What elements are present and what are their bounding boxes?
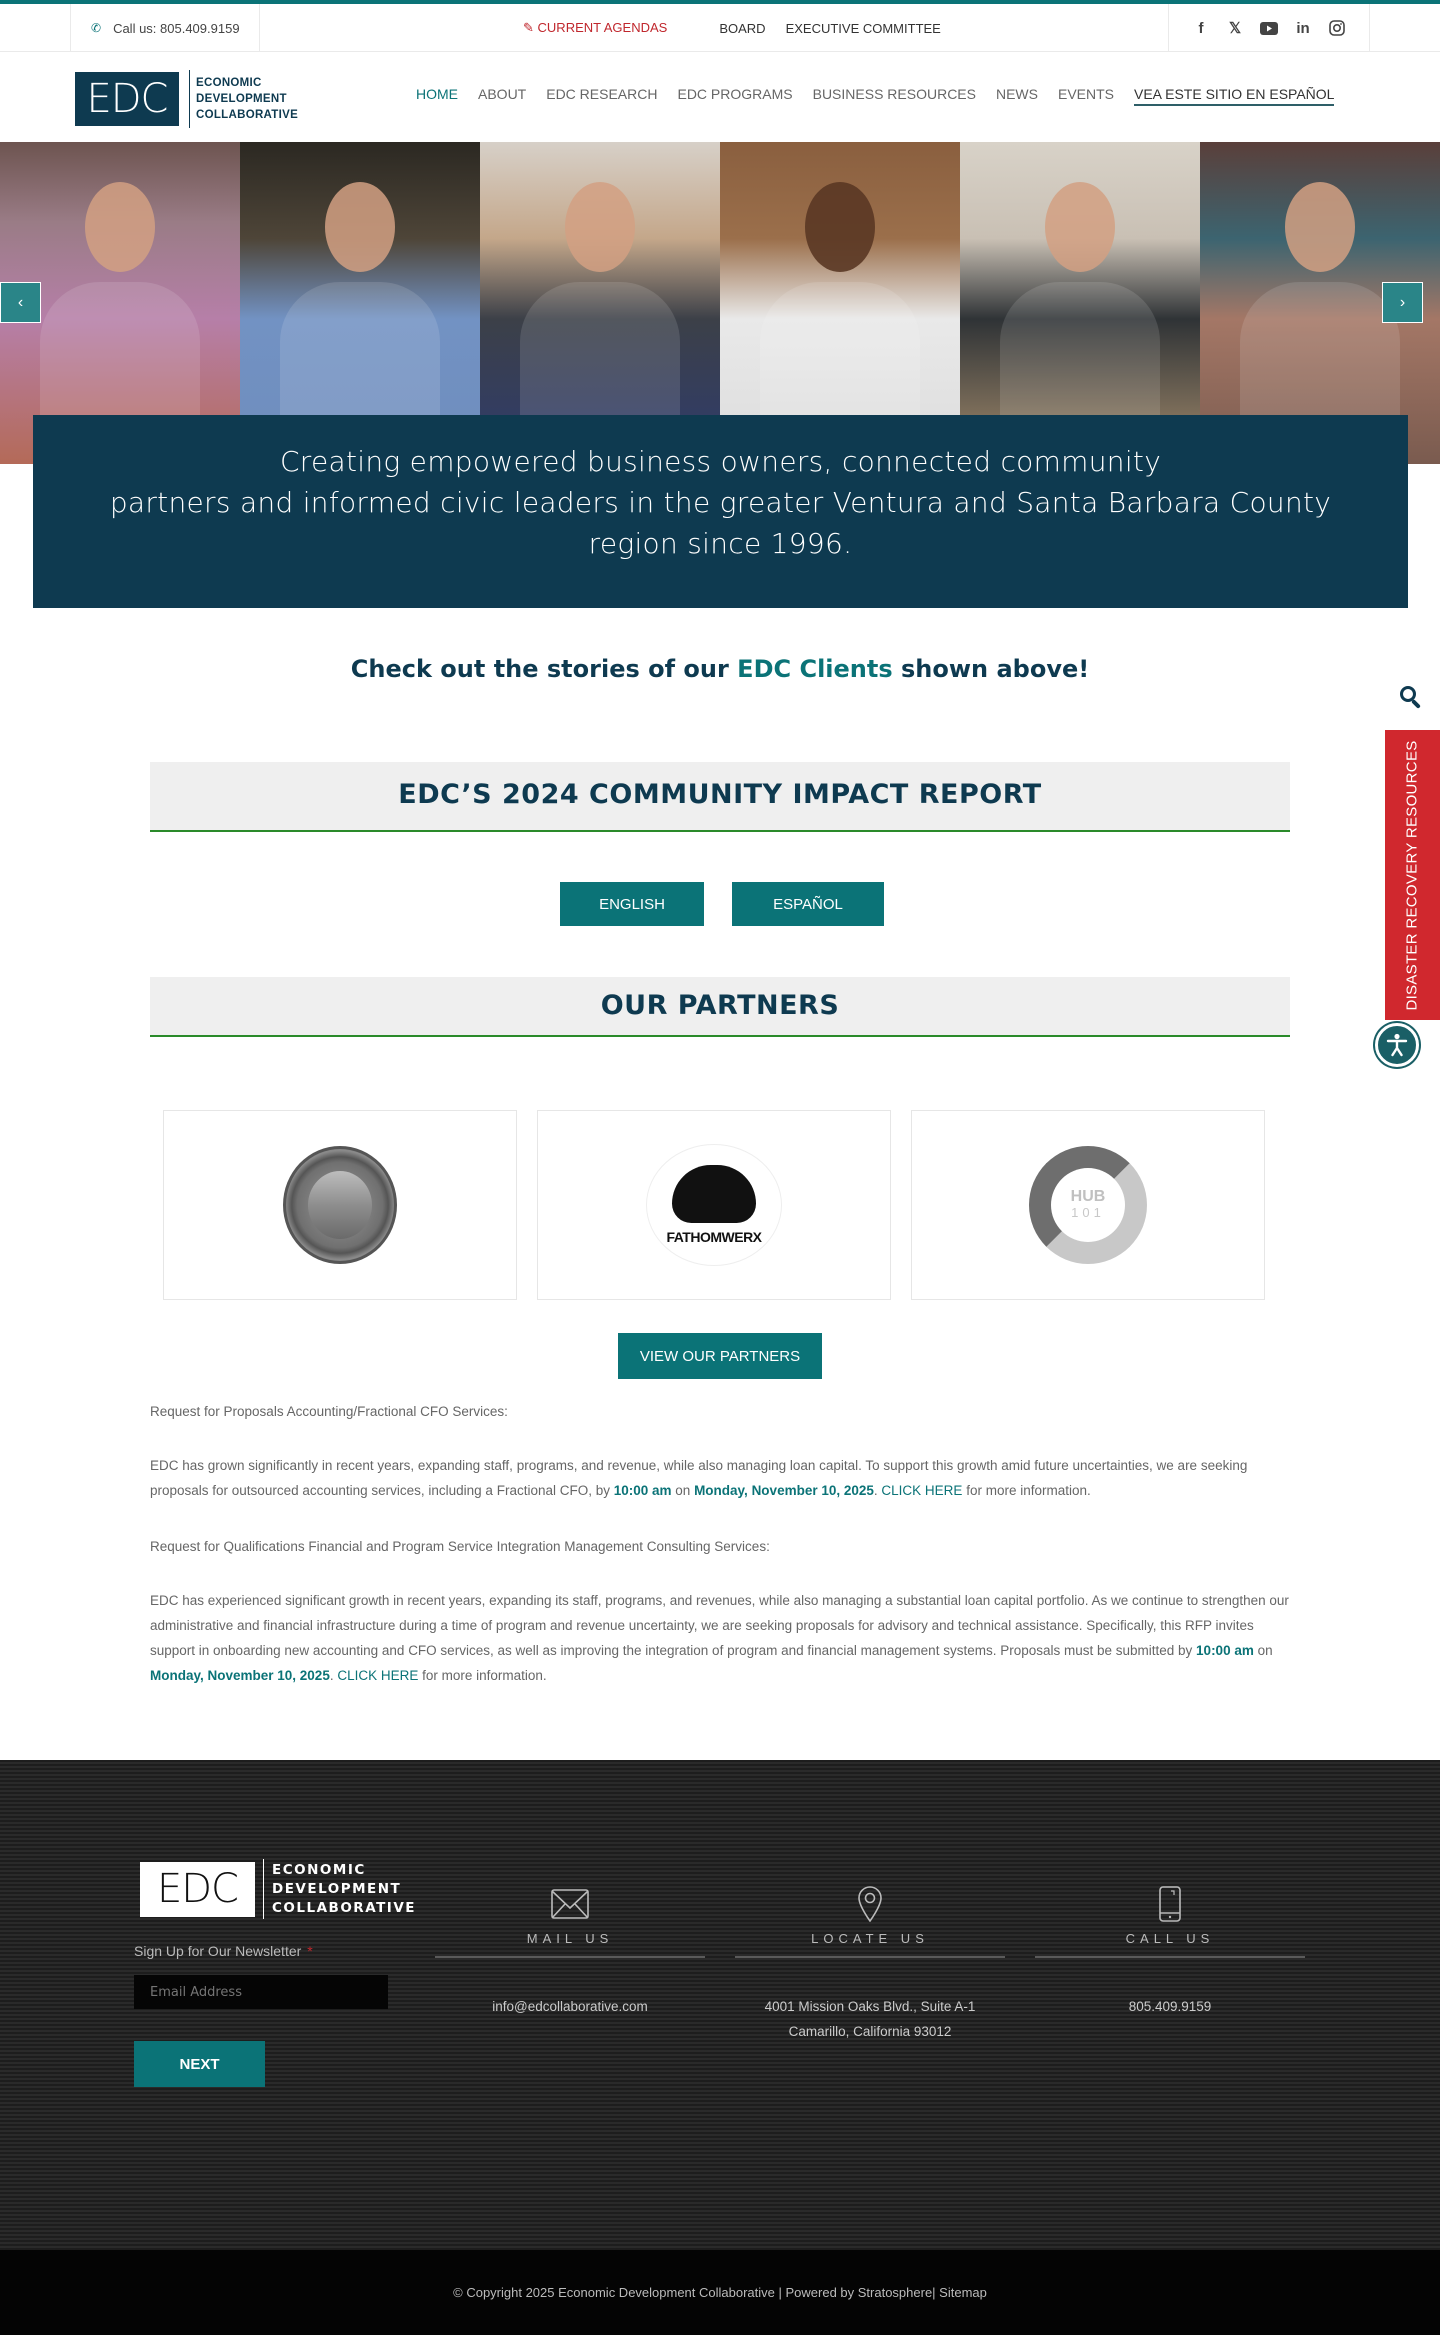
santa-barbara-seal-logo [283, 1146, 397, 1264]
rfp-body: EDC has grown significantly in recent years, expanding staff, programs, and revenue, while also managing loan capital. To support this growth amid future uncertainties, we are seeking proposals for outsourced accounting services, including a Fractional CFO, by 10:00 am on Monday, November 10, 2025. CLICK HERE for more information. [150, 1458, 1248, 1498]
rfq-click-here-link[interactable]: CLICK HERE [337, 1668, 419, 1683]
fathomwerx-logo: FATHOMWERX [646, 1144, 782, 1266]
rfq-heading: Request for Qualifications Financial and Program Service Integration Management Consulting Services: [150, 1539, 770, 1554]
call-us-label: Call us: 805.409.9159 [113, 20, 240, 36]
partner-card-santa-barbara[interactable] [163, 1110, 517, 1300]
spanish-report-button[interactable]: ESPAÑOL [732, 882, 884, 926]
chevron-right-icon: › [1399, 293, 1406, 311]
nav-about[interactable]: ABOUT [478, 86, 527, 102]
utility-links [523, 4, 961, 52]
accessibility-icon[interactable] [1375, 1023, 1419, 1067]
footer-locate-us: LOCATE US 4001 Mission Oaks Blvd., Suite A-1 Camarillo, California 93012 [735, 1885, 1005, 2044]
utility-bar [0, 0, 1440, 52]
main-nav [416, 86, 1354, 106]
footer-address-line: 4001 Mission Oaks Blvd., Suite A-1 [764, 1999, 976, 2014]
english-report-button[interactable]: ENGLISH [560, 882, 704, 926]
octopus-icon [672, 1165, 756, 1223]
youtube-icon[interactable] [1259, 18, 1279, 38]
partner-card-hub101[interactable] [911, 1110, 1265, 1300]
footer-logo[interactable]: EDC ECONOMIC DEVELOPMENT COLLABORATIVE [140, 1859, 416, 1919]
search-icon[interactable] [1398, 684, 1424, 710]
newsletter-label: Sign Up for Our Newsletter * [134, 1943, 313, 1959]
logo-divider [189, 70, 190, 128]
rfq-body: EDC has experienced significant growth in recent years, expanding its staff, programs, and revenues, while also managing a substantial loan capital portfolio. As we continue to strengthen our administrative and financial infrastructure during a time of program and revenue uncertainty, we are seeking proposals for advisory and technical assistance. Specifically, this RFP invites support in onboarding new accounting and CFO services, as well as improving the integration of program and financial management systems. Proposals must be submitted by 10:00 am on Monday, November 10, 2025. CLICK HERE for more information. [150, 1593, 1289, 1683]
mobile-phone-icon [1035, 1885, 1305, 1923]
impact-report-buttons [560, 882, 884, 926]
hub101-logo: HUB 101 [1029, 1146, 1147, 1264]
footer-call-us: CALL US 805.409.9159 [1035, 1885, 1305, 2019]
social-links [1168, 4, 1370, 52]
nav-business-resources[interactable]: BUSINESS RESOURCES [812, 86, 976, 102]
nav-edc-research[interactable]: EDC RESEARCH [546, 86, 658, 102]
paperclip-icon: ✎ [523, 20, 534, 35]
logo-wordmark: ECONOMIC DEVELOPMENT COLLABORATIVE [196, 77, 299, 121]
nav-news[interactable]: NEWS [995, 86, 1038, 102]
nav-events[interactable]: EVENTS [1057, 86, 1114, 102]
main-header [0, 52, 1440, 142]
board-link[interactable]: BOARD [719, 20, 766, 36]
call-us-link[interactable] [70, 4, 260, 52]
footer-address-line: Camarillo, California 93012 [788, 2024, 952, 2039]
copyright-bar: © Copyright 2025 Economic Development Collaborative | Powered by Stratosphere| Sitemap [0, 2250, 1440, 2335]
slider-next-button[interactable] [1382, 282, 1423, 323]
envelope-icon [435, 1885, 705, 1923]
rfp-click-here-link[interactable]: CLICK HERE [881, 1483, 963, 1498]
newsletter-email-input[interactable] [134, 1975, 388, 2009]
instagram-icon[interactable] [1327, 18, 1347, 38]
partners-title: OUR PARTNERS [150, 977, 1290, 1037]
disaster-recovery-tab[interactable]: DISASTER RECOVERY RESOURCES [1385, 730, 1440, 1020]
newsletter-next-button[interactable]: NEXT [134, 2041, 265, 2087]
impact-report-title: EDC’S 2024 COMMUNITY IMPACT REPORT [150, 762, 1290, 832]
footer-phone-link[interactable]: 805.409.9159 [1128, 1999, 1212, 2014]
required-marker: * [307, 1943, 313, 1959]
chevron-left-icon: ‹ [17, 293, 24, 311]
footer-email-link[interactable]: info@edcollaborative.com [492, 1999, 648, 2014]
facebook-icon[interactable]: f [1198, 19, 1204, 37]
nav-edc-programs[interactable]: EDC PROGRAMS [677, 86, 793, 102]
view-partners-button[interactable]: VIEW OUR PARTNERS [618, 1333, 822, 1379]
footer-mail-us: MAIL US info@edcollaborative.com [435, 1885, 705, 2019]
linkedin-icon[interactable]: in [1296, 19, 1310, 37]
logo-mark: EDC [75, 72, 179, 126]
partner-card-fathomwerx[interactable] [537, 1110, 891, 1300]
mission-statement: Creating empowered business owners, connected community partners and informed civic leaders in the greater Ventura and Santa Barbara County region since 1996. [33, 415, 1408, 608]
slider-prev-button[interactable] [0, 282, 41, 323]
edc-logo[interactable] [75, 70, 298, 128]
x-icon[interactable]: 𝕏 [1228, 20, 1242, 37]
rfp-heading: Request for Proposals Accounting/Fractional CFO Services: [150, 1404, 508, 1419]
phone-icon: ✆ [91, 21, 102, 35]
client-stories-heading: Check out the stories of our EDC Clients shown above! [350, 655, 1090, 683]
map-pin-icon [735, 1885, 1005, 1923]
current-agendas-link[interactable]: ✎ CURRENT AGENDAS [523, 20, 668, 35]
nav-spanish-site[interactable]: VEA ESTE SITIO EN ESPAÑOL [1134, 86, 1334, 106]
executive-committee-link[interactable]: EXECUTIVE COMMITTEE [785, 20, 941, 36]
nav-home[interactable]: HOME [416, 86, 458, 102]
edc-clients-link[interactable]: EDC Clients [737, 655, 893, 683]
partner-logos [163, 1110, 1265, 1300]
